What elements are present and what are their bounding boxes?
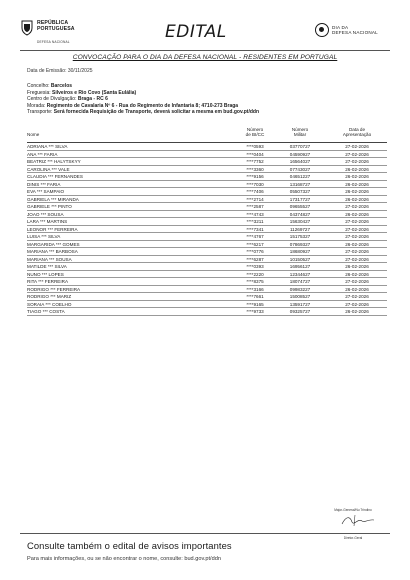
page-title: EDITAL xyxy=(165,22,227,42)
cell-militar: 12344627 xyxy=(289,271,311,277)
cell-data: 27-02-2026 xyxy=(345,219,369,224)
table-row xyxy=(27,226,387,234)
right-logo-line-1: DIA DA xyxy=(332,25,349,30)
cell-militar: 05507327 xyxy=(289,189,311,194)
cell-nome: ANA *** FARIA xyxy=(27,151,58,157)
convocation-table xyxy=(27,127,387,316)
table-row xyxy=(27,158,387,166)
cell-militar: 17317727 xyxy=(289,196,311,202)
table-header xyxy=(27,127,387,143)
cell-data: 27-02-2026 xyxy=(345,144,369,149)
cell-bi: ****0404 xyxy=(246,151,264,157)
transporte-value: Será fornecida Requisição de Transporte, deverá solicitar a mesma em bud.gov.pt/ddn xyxy=(53,109,260,116)
header xyxy=(20,18,390,48)
header-nome: Nome xyxy=(27,132,40,137)
logo-line-2: PORTUGUESA xyxy=(37,26,75,32)
footer-divider xyxy=(20,533,390,534)
cell-nome: SORAIA *** COELHO xyxy=(27,301,72,307)
cell-militar: 09325727 xyxy=(289,309,311,314)
emission-label: Data de Emissão: xyxy=(27,68,67,74)
cell-militar: 04590927 xyxy=(289,151,311,157)
cell-militar: 18074727 xyxy=(289,279,311,284)
cell-data: 27-02-2026 xyxy=(345,159,369,164)
info-freguesia xyxy=(27,90,259,97)
header-data-line-2: Apresentação xyxy=(342,132,372,138)
header-mil-line-2: Militar xyxy=(293,132,307,138)
cell-bi: ****2714 xyxy=(246,196,264,202)
table-row xyxy=(27,308,387,316)
cell-bi: ****0393 xyxy=(246,264,264,269)
cell-data: 27-02-2026 xyxy=(345,234,369,239)
cell-nome: GABRIELA *** MIRANDA xyxy=(27,196,79,202)
cell-bi: ****6217 xyxy=(246,241,264,247)
cell-militar: 16564027 xyxy=(289,159,311,164)
cell-data: 26-02-2026 xyxy=(345,271,369,277)
emission-value: 30/11/2025 xyxy=(67,68,93,74)
cell-bi: ****8375 xyxy=(246,279,264,284)
republic-name xyxy=(37,20,75,32)
cell-data: 27-02-2026 xyxy=(345,294,369,299)
cell-nome: RITA *** FERREIRA xyxy=(27,279,69,284)
signature-icon xyxy=(338,514,378,528)
cell-militar: 03770727 xyxy=(289,144,311,149)
cell-militar: 18680927 xyxy=(289,249,311,254)
header-bi-line-2: de BI/CC xyxy=(245,132,265,138)
header-data xyxy=(327,127,387,138)
table-row xyxy=(27,271,387,279)
cell-militar: 10150527 xyxy=(289,256,311,262)
header-mil-line-1: Número xyxy=(291,127,309,132)
cell-militar: 09655527 xyxy=(289,204,311,209)
concelho-value: Barcelos xyxy=(50,83,73,89)
cell-data: 26-02-2026 xyxy=(345,241,369,247)
right-logo-line-2: DEFESA NACIONAL xyxy=(332,30,378,36)
table-row xyxy=(27,293,387,301)
cell-militar: 11269727 xyxy=(289,226,311,232)
cell-nome: NUNO *** LOPES xyxy=(27,271,64,277)
cell-militar: 07869327 xyxy=(289,241,311,247)
info-concelho xyxy=(27,83,259,90)
cell-data: 26-02-2026 xyxy=(345,286,369,292)
defense-day-logo xyxy=(315,23,390,43)
coat-of-arms-icon xyxy=(20,20,34,36)
cell-nome: CAROLINA *** VALE xyxy=(27,166,70,172)
cell-nome: TIAGO *** COSTA xyxy=(27,309,65,314)
cell-bi: ****7661 xyxy=(246,294,264,299)
table-row xyxy=(27,256,387,264)
table-row xyxy=(27,248,387,256)
cell-data: 26-02-2026 xyxy=(345,196,369,202)
table-row xyxy=(27,166,387,174)
cell-militar: 16956127 xyxy=(289,264,311,269)
table-row xyxy=(27,233,387,241)
emission-date xyxy=(27,68,93,74)
cell-data: 27-02-2026 xyxy=(345,256,369,262)
cell-data: 27-02-2026 xyxy=(345,204,369,209)
logo-line-1: REPÚBLICA xyxy=(37,20,69,26)
cell-nome: ADRIANA *** SILVA xyxy=(27,144,68,149)
table-row xyxy=(27,241,387,249)
cell-data: 26-02-2026 xyxy=(345,264,369,269)
cell-nome: JOAO *** SOUSA xyxy=(27,211,64,217)
header-militar xyxy=(280,127,320,138)
cell-data: 27-02-2026 xyxy=(345,279,369,284)
cell-nome: EVA *** SAMPAIO xyxy=(27,189,65,194)
table-row xyxy=(27,211,387,219)
cell-militar: 07743027 xyxy=(289,166,311,172)
signatory-title: Diretor-Geral xyxy=(343,536,363,540)
transporte-label: Transporte: xyxy=(27,109,53,116)
table-row xyxy=(27,196,387,204)
signature-block xyxy=(318,508,388,563)
table-row xyxy=(27,301,387,309)
cell-nome: MARIANA *** BARBOSA xyxy=(27,249,78,254)
cell-militar: 09983227 xyxy=(289,286,311,292)
cell-militar: 13168727 xyxy=(289,181,311,187)
freguesia-value: Silveiros e Rio Covo (Santa Eulália) xyxy=(52,89,137,96)
cell-nome: MARGARIDA *** GOMES xyxy=(27,241,80,247)
cell-bi: ****7752 xyxy=(246,159,264,164)
cell-bi: ****9165 xyxy=(246,301,264,307)
cell-nome: MATILDE *** SILVA xyxy=(27,264,67,269)
cell-data: 26-02-2026 xyxy=(345,211,369,217)
info-transporte xyxy=(27,109,259,116)
cell-data: 26-02-2026 xyxy=(345,181,369,187)
table-row xyxy=(27,218,387,226)
cell-nome: MARIANA *** SOUSA xyxy=(27,256,72,262)
cell-bi: ****7030 xyxy=(246,181,264,187)
cell-militar: 15008527 xyxy=(289,294,311,299)
table-body xyxy=(27,143,387,316)
cell-militar: 04374827 xyxy=(289,211,311,217)
cell-bi: ****9156 xyxy=(246,174,264,179)
cell-bi: ****6287 xyxy=(246,256,264,262)
table-row xyxy=(27,151,387,159)
footer-note: Para mais informações, ou se não encontrar o nome, consulte: bud.gov.pt/ddn xyxy=(27,556,221,562)
centro-label: Centro de Divulgação: xyxy=(27,96,77,103)
info-block xyxy=(27,83,259,116)
cell-nome: RODRIGO *** FERREIRA xyxy=(27,286,81,292)
signatory-role: Major-General/Nu Trindino xyxy=(334,508,372,512)
cell-data: 27-02-2026 xyxy=(345,301,369,307)
cell-bi: ****0593 xyxy=(246,144,264,149)
table-row xyxy=(27,203,387,211)
table-row xyxy=(27,263,387,271)
cell-bi: ****2587 xyxy=(246,204,264,209)
cell-bi: ****0776 xyxy=(246,249,264,254)
header-bi-line-1: Número xyxy=(246,127,264,132)
logo-subtitle: DEFESA NACIONAL xyxy=(37,40,70,44)
table-row xyxy=(27,188,387,196)
centro-value: Braga - RC 6 xyxy=(77,96,108,103)
cell-bi: ****9733 xyxy=(246,309,264,314)
morada-value: Regimento de Cavalaria Nº 6 - Rua do Regimento de Infantaria 8; 4710-273 Braga xyxy=(46,102,239,109)
table-row xyxy=(27,143,387,151)
header-divider xyxy=(20,50,390,51)
cell-nome: DINIS *** FARIA xyxy=(27,181,61,187)
cell-nome: LEONOR *** FERREIRA xyxy=(27,226,78,232)
cell-nome: GABRIELE *** PINTO xyxy=(27,204,72,209)
cell-nome: LUISA *** SILVA xyxy=(27,234,61,239)
morada-label: Morada: xyxy=(27,102,46,109)
cell-bi: ****3360 xyxy=(246,166,264,172)
cell-data: 27-02-2026 xyxy=(345,151,369,157)
cell-militar: 15630427 xyxy=(289,219,311,224)
cell-nome: RODRIGO *** MARIZ xyxy=(27,294,72,299)
table-row xyxy=(27,181,387,189)
cell-nome: CLAUDIA *** FERNANDES xyxy=(27,174,83,179)
cell-militar: 04651227 xyxy=(289,174,311,179)
freguesia-label: Freguesia: xyxy=(27,89,51,96)
defense-day-label xyxy=(332,25,378,35)
footer-title: Consulte também o edital de avisos importantes xyxy=(27,540,232,551)
convocation-title: CONVOCAÇÃO PARA O DIA DA DEFESA NACIONAL - RESIDENTES EM PORTUGAL xyxy=(72,54,338,61)
cell-data: 27-02-2026 xyxy=(345,226,369,232)
cell-data: 26-02-2026 xyxy=(345,189,369,194)
header-bi xyxy=(235,127,275,138)
cell-bi: ****2220 xyxy=(246,271,264,277)
cell-bi: ****3211 xyxy=(246,219,264,224)
cell-data: 26-02-2026 xyxy=(345,309,369,314)
cell-bi: ****3166 xyxy=(246,286,264,292)
info-centro xyxy=(27,96,259,103)
concelho-label: Concelho: xyxy=(27,83,50,89)
cell-data: 26-02-2026 xyxy=(345,174,369,179)
cell-nome: LARA *** MARTINS xyxy=(27,219,68,224)
table-row xyxy=(27,278,387,286)
cell-bi: ****4767 xyxy=(246,234,264,239)
defense-day-icon xyxy=(315,23,329,37)
cell-bi: ****4743 xyxy=(246,211,264,217)
table-row xyxy=(27,173,387,181)
cell-data: 27-02-2026 xyxy=(345,249,369,254)
cell-data: 26-02-2026 xyxy=(345,166,369,172)
cell-bi: ****7406 xyxy=(246,189,264,194)
table-row xyxy=(27,286,387,294)
cell-bi: ****7341 xyxy=(246,226,264,232)
cell-nome: BEATRIZ *** HALYTSKYY xyxy=(27,159,81,164)
cell-militar: 13591727 xyxy=(289,301,311,307)
header-data-line-1: Data de xyxy=(348,127,366,132)
info-morada xyxy=(27,103,259,110)
cell-militar: 15175327 xyxy=(289,234,311,239)
republic-logo xyxy=(20,18,100,48)
